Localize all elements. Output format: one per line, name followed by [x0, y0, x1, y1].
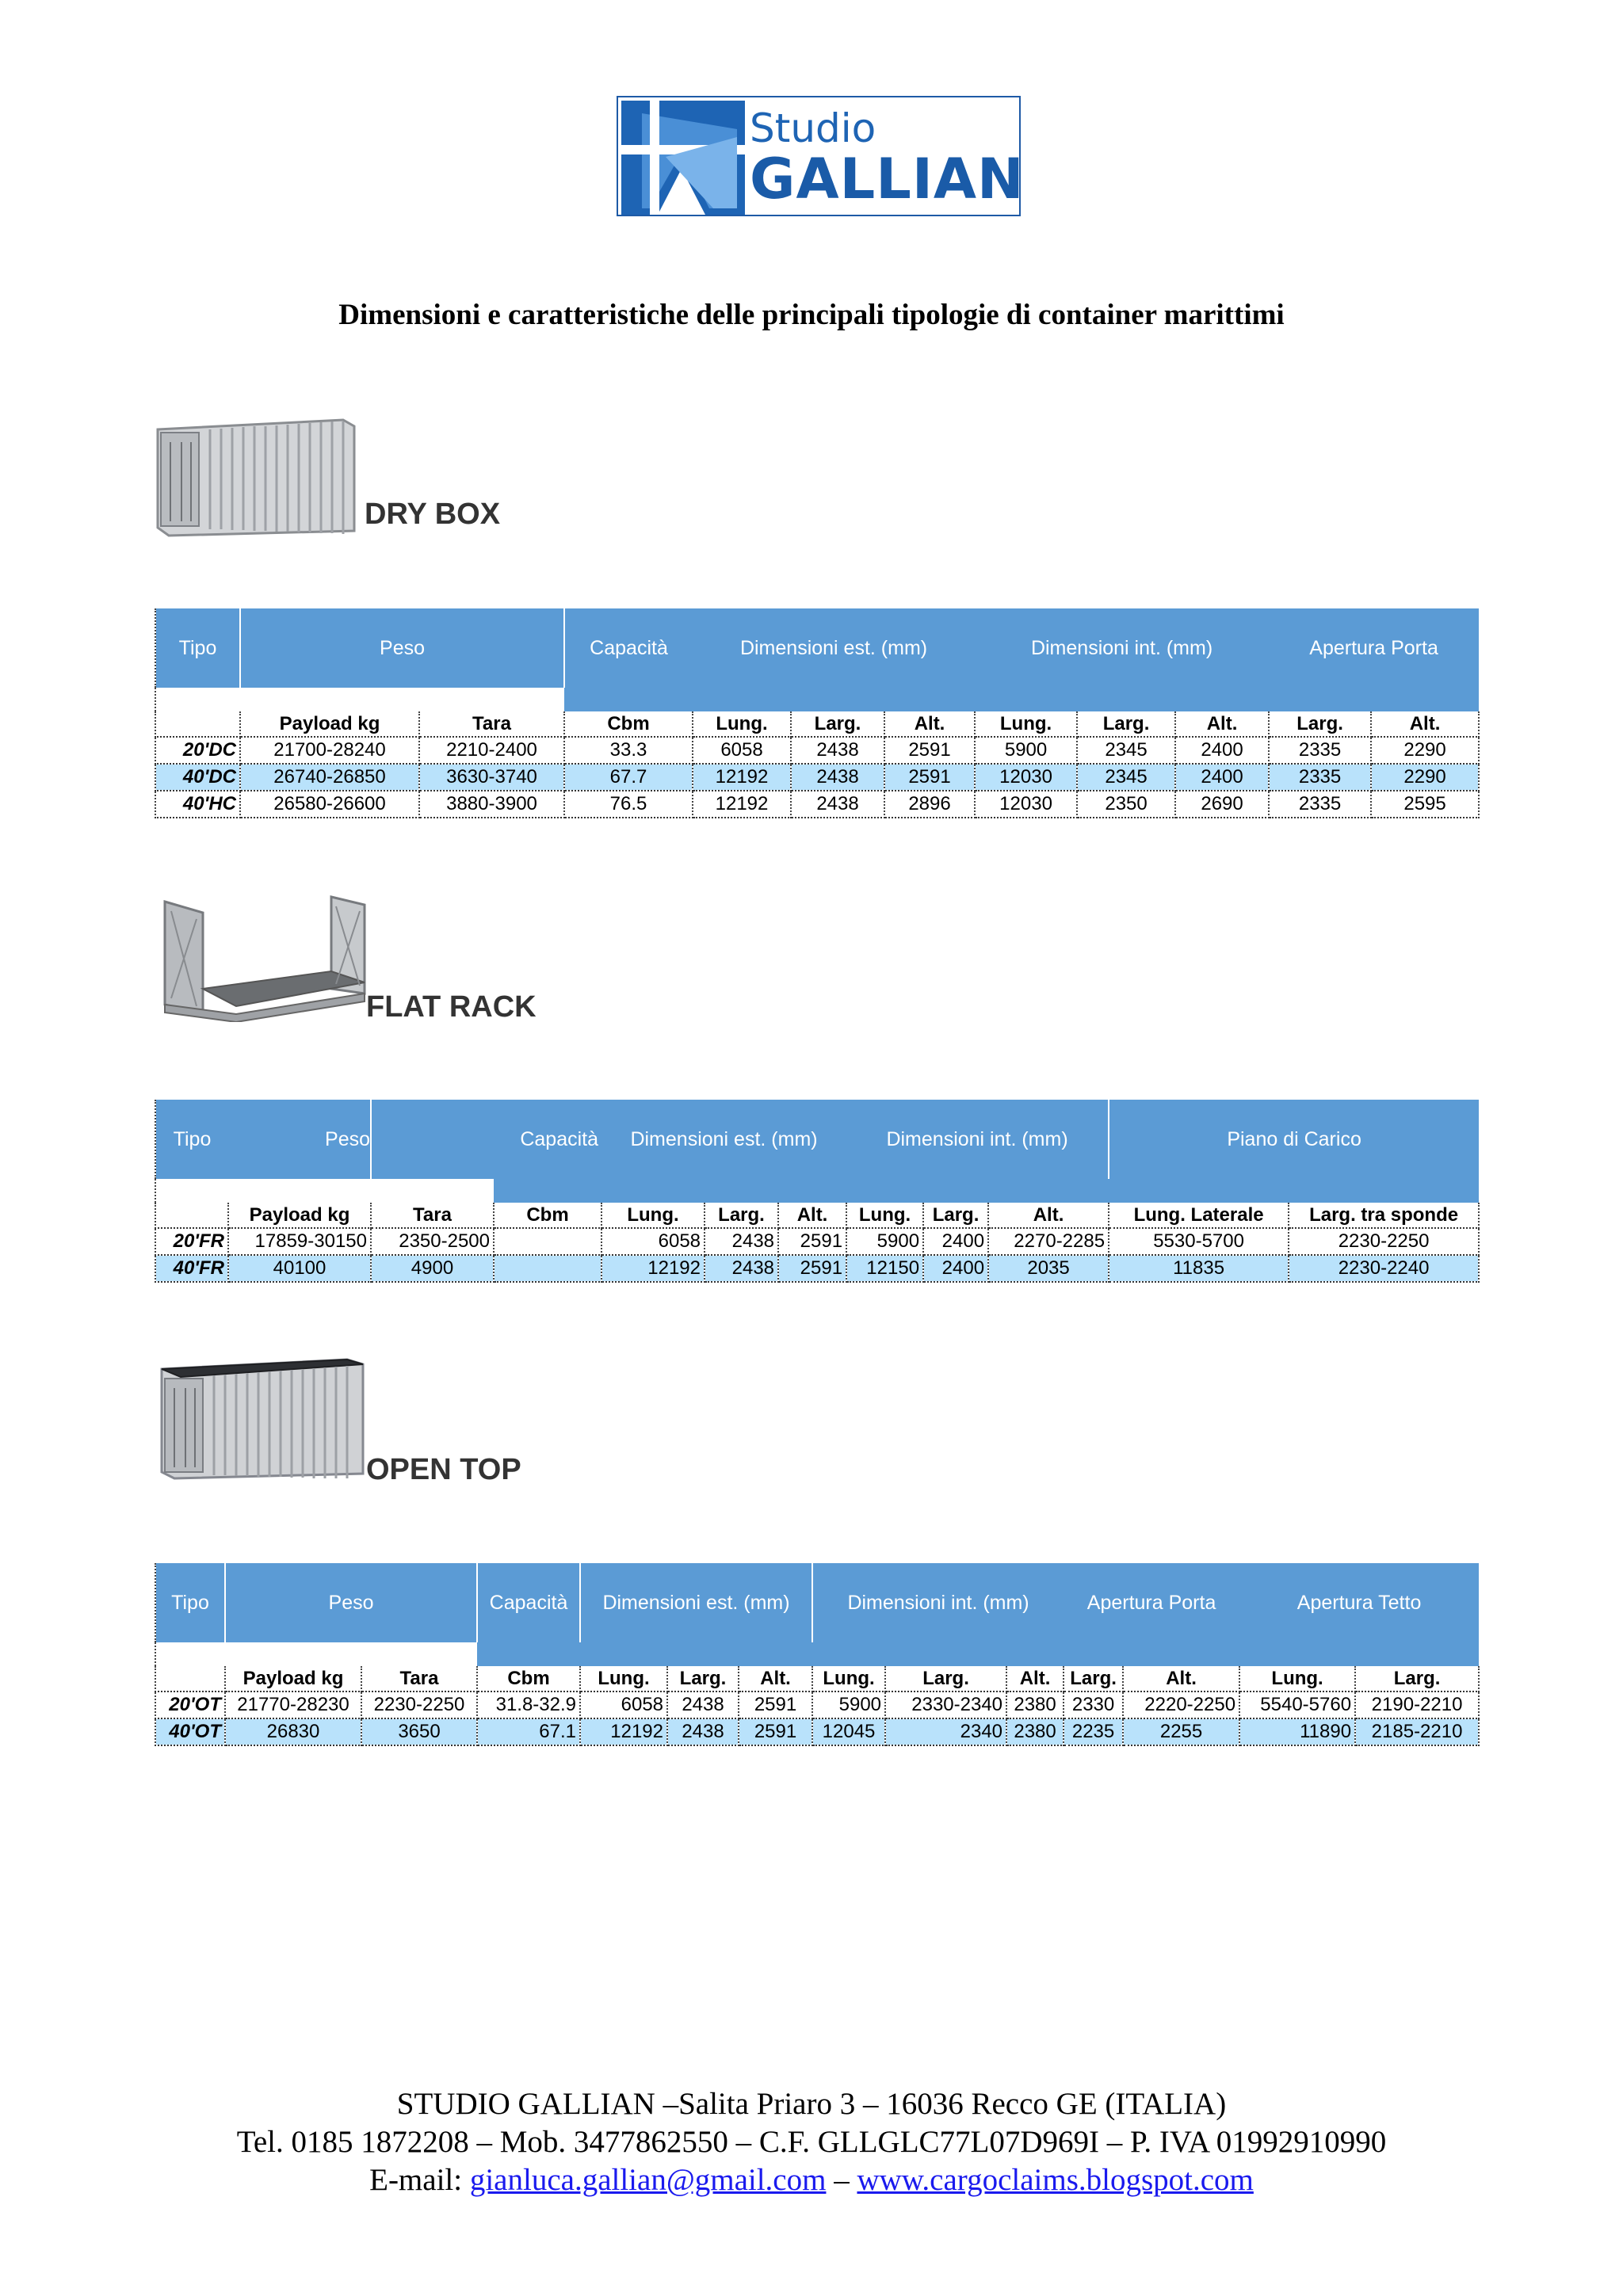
open-top-container-image — [157, 1356, 371, 1483]
table-cell: 2330-2340 — [885, 1691, 1006, 1718]
table-cell: 6058 — [693, 737, 791, 764]
open-top-table — [155, 1563, 1480, 1746]
subheader-cell: Alt. — [988, 1203, 1109, 1228]
table-cell: 2380 — [1006, 1691, 1064, 1718]
subheader-cell: Larg. — [1269, 711, 1371, 737]
table-cell: 2591 — [778, 1228, 846, 1255]
subheader-cell: Lung. — [812, 1666, 885, 1691]
table-cell: 2230-2250 — [361, 1691, 477, 1718]
subheader-cell: Cbm — [477, 1666, 580, 1691]
table-cell: 31.8-32.9 — [477, 1691, 580, 1718]
subheader-cell: Tara — [361, 1666, 477, 1691]
table-cell: 12192 — [580, 1718, 667, 1745]
subheader-cell: Larg. — [705, 1203, 778, 1228]
subheader-cell: Lung. — [1239, 1666, 1355, 1691]
table-cell: 2350-2500 — [371, 1228, 494, 1255]
footer — [0, 2085, 1623, 2199]
header-dimensioni-int: Dimensioni int. (mm) — [812, 1563, 1064, 1642]
subheader-cell: Alt. — [1006, 1666, 1064, 1691]
flat-rack-heading: FLAT RACK — [366, 990, 537, 1024]
subheader-cell: Larg. — [885, 1666, 1006, 1691]
table-cell: 21770-28230 — [225, 1691, 361, 1718]
table-cell: 2896 — [884, 791, 975, 818]
dry-box-heading: DRY BOX — [365, 498, 501, 531]
email-label: E-mail: — [369, 2163, 470, 2197]
dry-box-container-image — [155, 418, 361, 537]
table-cell: 21700-28240 — [240, 737, 419, 764]
table-cell: 2230-2240 — [1289, 1255, 1479, 1282]
subheader-cell: Lung. — [580, 1666, 667, 1691]
table-cell: 2335 — [1269, 791, 1371, 818]
table-cell: 2220-2250 — [1123, 1691, 1239, 1718]
table-cell: 2190-2210 — [1355, 1691, 1479, 1718]
subheader-cell: Alt. — [1371, 711, 1479, 737]
table-row — [155, 791, 1479, 818]
table-cell: 5540-5760 — [1239, 1691, 1355, 1718]
table-cell: 26580-26600 — [240, 791, 419, 818]
table-cell: 2690 — [1175, 791, 1269, 818]
open-top-heading: OPEN TOP — [366, 1453, 521, 1486]
subheader-cell: Lung. — [601, 1203, 705, 1228]
header-apertura-tetto: Apertura Tetto — [1239, 1563, 1479, 1642]
table-cell: 40100 — [228, 1255, 371, 1282]
table-cell: 6058 — [580, 1691, 667, 1718]
subheader-cell: Lung. Laterale — [1109, 1203, 1289, 1228]
table-cell: 3650 — [361, 1718, 477, 1745]
table-cell: 2235 — [1064, 1718, 1123, 1745]
header-dimensioni-est: Dimensioni est. (mm) — [580, 1563, 812, 1642]
header-apertura-porta: Apertura Porta — [1064, 1563, 1239, 1642]
table-cell: 2290 — [1371, 737, 1479, 764]
table-cell: 5900 — [812, 1691, 885, 1718]
table-cell: 33.3 — [564, 737, 693, 764]
table-cell: 2290 — [1371, 764, 1479, 791]
table-cell: 2330 — [1064, 1691, 1123, 1718]
footer-separator: – — [826, 2163, 857, 2197]
logo-text-gallian: GALLIAN — [750, 147, 1025, 212]
subheader-cell: Larg. — [1355, 1666, 1479, 1691]
table-cell: 2400 — [1175, 764, 1269, 791]
table-cell: 76.5 — [564, 791, 693, 818]
table-cell: 5900 — [975, 737, 1077, 764]
table-row — [155, 737, 1479, 764]
table-row — [155, 764, 1479, 791]
type-cell: 40'HC — [155, 791, 240, 818]
flat-rack-container-image — [157, 895, 371, 1022]
table-cell: 12192 — [693, 764, 791, 791]
table-cell: 2400 — [1175, 737, 1269, 764]
table-cell: 2591 — [739, 1691, 812, 1718]
header-peso: Peso — [240, 608, 564, 688]
logo-text-studio: Studio — [750, 105, 876, 151]
table-cell: 6058 — [601, 1228, 705, 1255]
table-cell: 12192 — [601, 1255, 705, 1282]
table-cell: 2591 — [739, 1718, 812, 1745]
subheader-cell: Larg. — [667, 1666, 739, 1691]
table-cell: 12150 — [846, 1255, 923, 1282]
flat-rack-table — [155, 1100, 1480, 1283]
studio-gallian-logo — [617, 96, 1025, 216]
subheader-cell: Larg. tra sponde — [1289, 1203, 1479, 1228]
table-cell: 17859-30150 — [228, 1228, 371, 1255]
table-cell: 2185-2210 — [1355, 1718, 1479, 1745]
subheader-cell: Alt. — [1123, 1666, 1239, 1691]
subheader-cell: Payload kg — [228, 1203, 371, 1228]
header-dimensioni-int: Dimensioni int. (mm) — [975, 608, 1269, 688]
header-dimensioni-est: Dimensioni est. (mm) — [601, 1100, 846, 1179]
type-cell: 40'DC — [155, 764, 240, 791]
header-tipo: Tipo — [155, 1100, 228, 1179]
table-cell: 2591 — [778, 1255, 846, 1282]
table-cell: 2380 — [1006, 1718, 1064, 1745]
type-cell: 40'OT — [155, 1718, 225, 1745]
table-subheader-row — [155, 1666, 1479, 1691]
subheader-cell: Cbm — [494, 1203, 601, 1228]
type-cell: 20'DC — [155, 737, 240, 764]
table-cell: 12192 — [693, 791, 791, 818]
table-cell: 12045 — [812, 1718, 885, 1745]
header-tipo: Tipo — [155, 1563, 225, 1642]
header-capacita: Capacità — [477, 1563, 580, 1642]
table-cell: 2350 — [1077, 791, 1175, 818]
type-cell: 20'FR — [155, 1228, 228, 1255]
table-cell: 2335 — [1269, 764, 1371, 791]
header-dimensioni-est: Dimensioni est. (mm) — [693, 608, 975, 688]
table-cell: 2270-2285 — [988, 1228, 1109, 1255]
subheader-cell: Alt. — [884, 711, 975, 737]
table-subheader-row — [155, 1203, 1479, 1228]
footer-address: STUDIO GALLIAN –Salita Priaro 3 – 16036 Recco GE (ITALIA) — [396, 2087, 1227, 2121]
subheader-cell: Larg. — [923, 1203, 988, 1228]
dry-box-table — [155, 608, 1480, 818]
table-cell: 11835 — [1109, 1255, 1289, 1282]
table-row — [155, 1255, 1479, 1282]
subheader-cell: Larg. — [1064, 1666, 1123, 1691]
table-cell: 12030 — [975, 764, 1077, 791]
table-cell: 2595 — [1371, 791, 1479, 818]
table-cell: 2255 — [1123, 1718, 1239, 1745]
header-peso: Peso — [225, 1563, 477, 1642]
table-cell: 2591 — [884, 737, 975, 764]
table-cell: 2035 — [988, 1255, 1109, 1282]
table-cell: 2438 — [705, 1255, 778, 1282]
table-cell: 2438 — [791, 764, 884, 791]
table-row — [155, 1718, 1479, 1745]
header-capacita: Capacità — [371, 1100, 601, 1179]
subheader-cell: Payload kg — [225, 1666, 361, 1691]
table-cell: 2438 — [667, 1691, 739, 1718]
table-cell: 2335 — [1269, 737, 1371, 764]
subheader-cell: Tara — [419, 711, 564, 737]
website-link[interactable]: www.cargoclaims.blogspot.com — [857, 2163, 1254, 2197]
subheader-cell: Lung. — [975, 711, 1077, 737]
table-row — [155, 1691, 1479, 1718]
subheader-cell: Lung. — [693, 711, 791, 737]
table-cell: 2438 — [791, 737, 884, 764]
table-cell: 2591 — [884, 764, 975, 791]
email-link[interactable]: gianluca.gallian@gmail.com — [469, 2163, 827, 2197]
header-peso: Peso — [228, 1100, 371, 1179]
table-cell: 12030 — [975, 791, 1077, 818]
table-cell: 3880-3900 — [419, 791, 564, 818]
table-cell: 2438 — [705, 1228, 778, 1255]
header-apertura-porta: Apertura Porta — [1269, 608, 1479, 688]
table-cell: 3630-3740 — [419, 764, 564, 791]
table-cell: 2210-2400 — [419, 737, 564, 764]
subheader-cell: Larg. — [1077, 711, 1175, 737]
subheader-cell: Larg. — [791, 711, 884, 737]
table-cell: 2345 — [1077, 737, 1175, 764]
table-cell: 2230-2250 — [1289, 1228, 1479, 1255]
table-cell: 2400 — [923, 1228, 988, 1255]
subheader-cell: Lung. — [846, 1203, 923, 1228]
table-cell — [494, 1228, 601, 1255]
subheader-cell: Alt. — [1175, 711, 1269, 737]
type-cell: 40'FR — [155, 1255, 228, 1282]
table-cell: 2345 — [1077, 764, 1175, 791]
table-cell: 4900 — [371, 1255, 494, 1282]
footer-contacts: Tel. 0185 1872208 – Mob. 3477862550 – C.F. GLLGLC77L07D969I – P. IVA 01992910990 — [236, 2125, 1387, 2159]
header-tipo: Tipo — [155, 608, 240, 688]
table-cell: 67.1 — [477, 1718, 580, 1745]
table-cell: 11890 — [1239, 1718, 1355, 1745]
header-dimensioni-int: Dimensioni int. (mm) — [846, 1100, 1109, 1179]
table-cell: 26740-26850 — [240, 764, 419, 791]
table-row — [155, 1228, 1479, 1255]
header-capacita: Capacità — [564, 608, 693, 688]
table-cell: 67.7 — [564, 764, 693, 791]
type-cell: 20'OT — [155, 1691, 225, 1718]
document-title: Dimensioni e caratteristiche delle principali tipologie di container marittimi — [338, 299, 1285, 331]
subheader-cell: Alt. — [739, 1666, 812, 1691]
subheader-cell: Tara — [371, 1203, 494, 1228]
table-cell: 2438 — [791, 791, 884, 818]
subheader-cell: Cbm — [564, 711, 693, 737]
table-cell: 2400 — [923, 1255, 988, 1282]
table-cell: 2438 — [667, 1718, 739, 1745]
table-cell: 5530-5700 — [1109, 1228, 1289, 1255]
subheader-cell: Payload kg — [240, 711, 419, 737]
table-cell — [494, 1255, 601, 1282]
table-cell: 26830 — [225, 1718, 361, 1745]
table-cell: 2340 — [885, 1718, 1006, 1745]
table-subheader-row — [155, 711, 1479, 737]
table-cell: 5900 — [846, 1228, 923, 1255]
header-piano-di-carico: Piano di Carico — [1109, 1100, 1479, 1179]
subheader-cell: Alt. — [778, 1203, 846, 1228]
footer-links — [0, 2161, 1623, 2199]
